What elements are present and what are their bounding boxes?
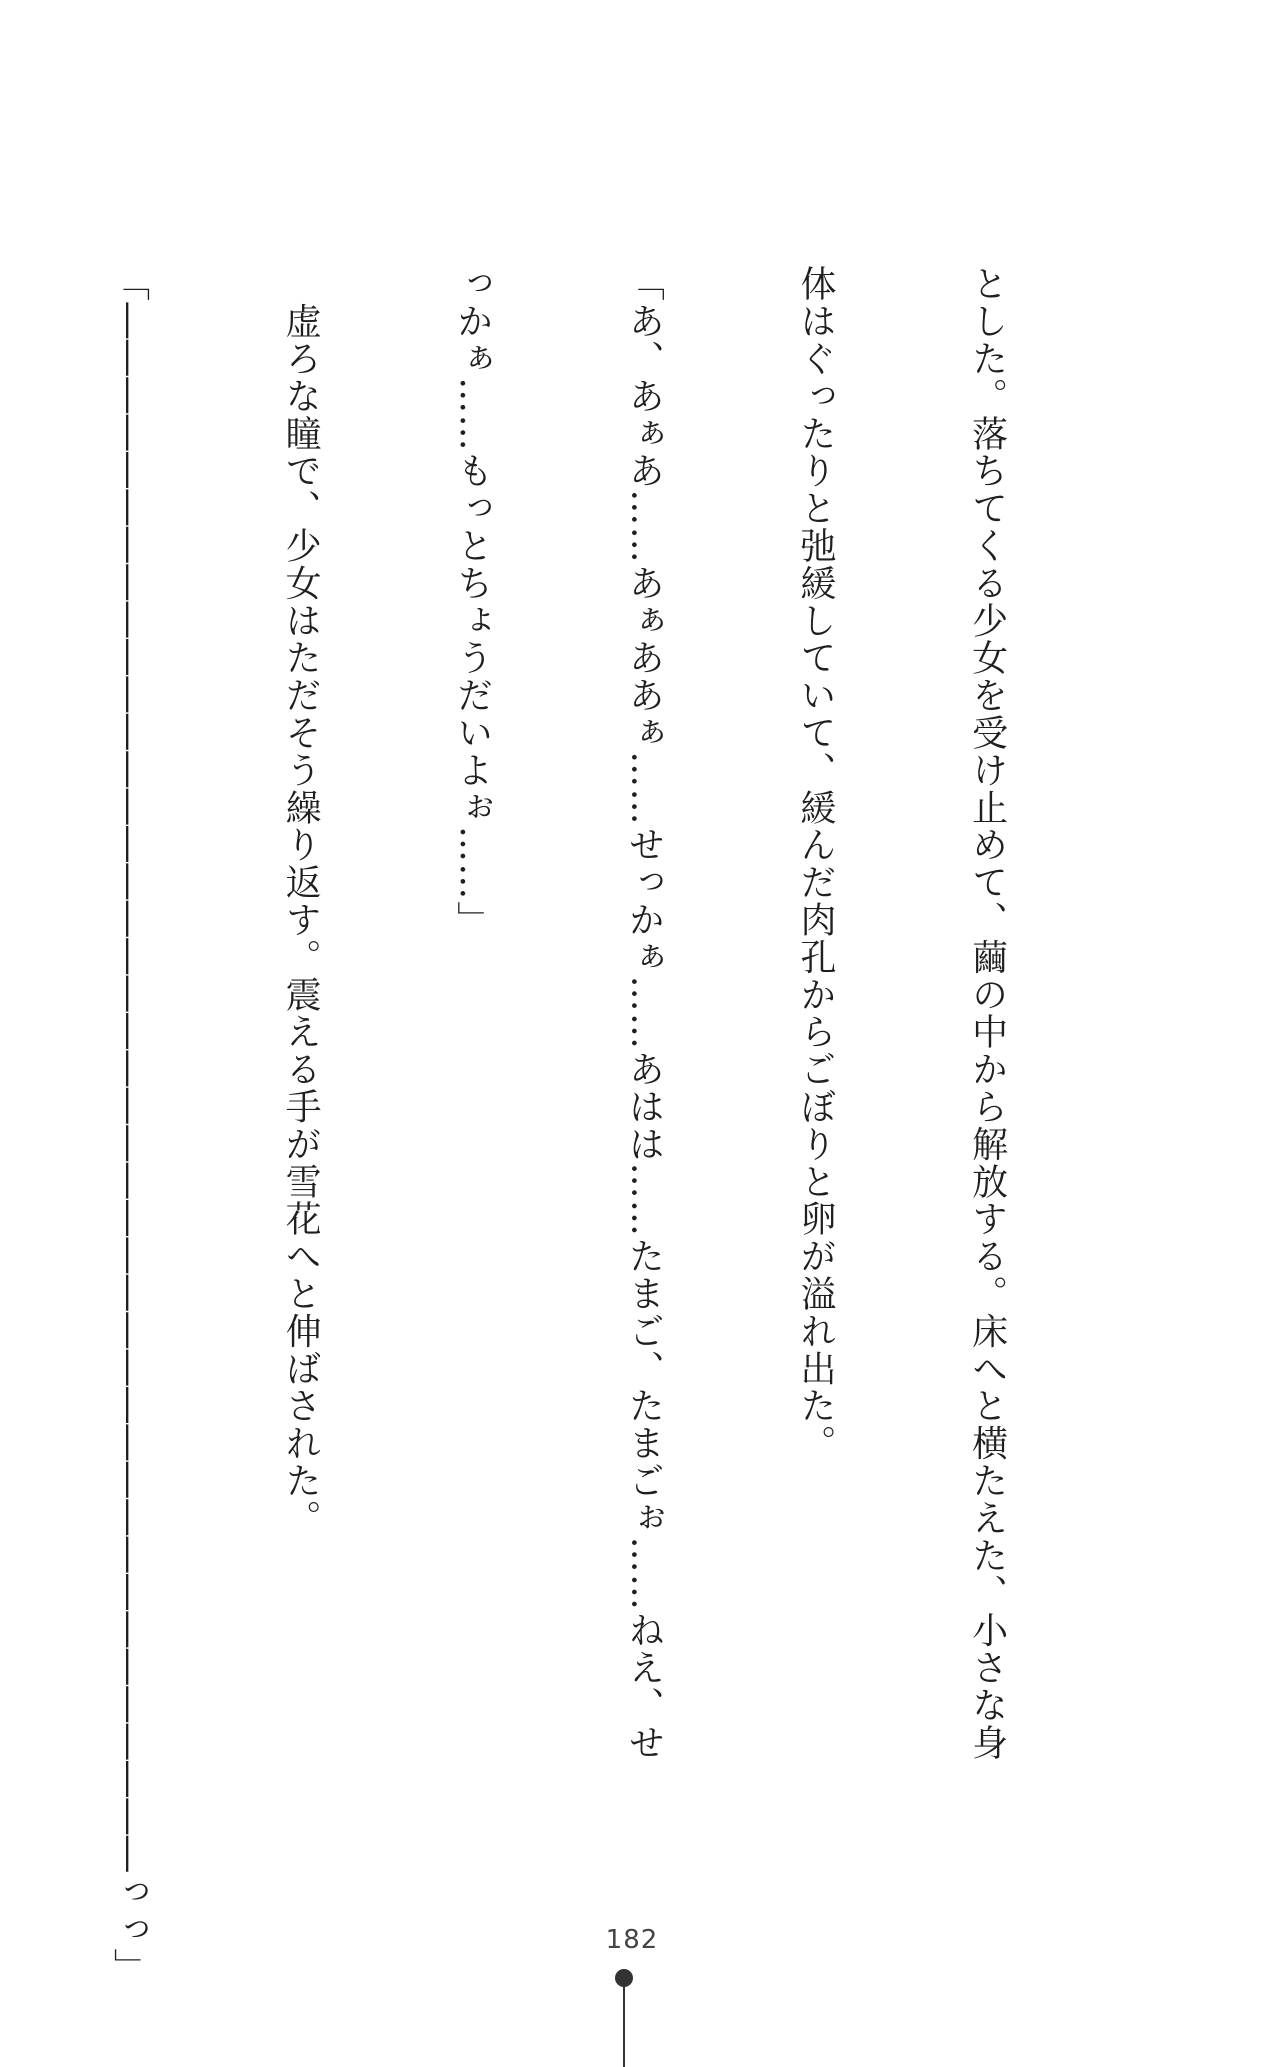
page-number: 182 [605, 1925, 659, 1955]
text-line: 「――――――――――――――――――――――――――――――――――――――――――っっ」 [108, 265, 150, 1986]
text-line: っかぁ……もっとちょうだいよぉ……」 [451, 265, 493, 939]
page-marker-dot [615, 1969, 633, 1987]
text-line: とした。落ちてくる少女を受け止めて、繭の中から解放する。床へと横たえた、小さな身 [966, 265, 1008, 1761]
page-marker-line [623, 1986, 625, 2067]
text-line: 虚ろな瞳で、少女はただそう繰り返す。震える手が雪花へと伸ばされた。 [280, 265, 322, 1537]
text-line: 「あ、あぁあ……あぁああぁ……せっかぁ……あはは……たまご、たまごぉ……ねえ、せ [623, 265, 665, 1761]
text-line: 体はぐったりと弛緩していて、緩んだ肉孔からごぼりと卵が溢れ出た。 [794, 265, 836, 1462]
